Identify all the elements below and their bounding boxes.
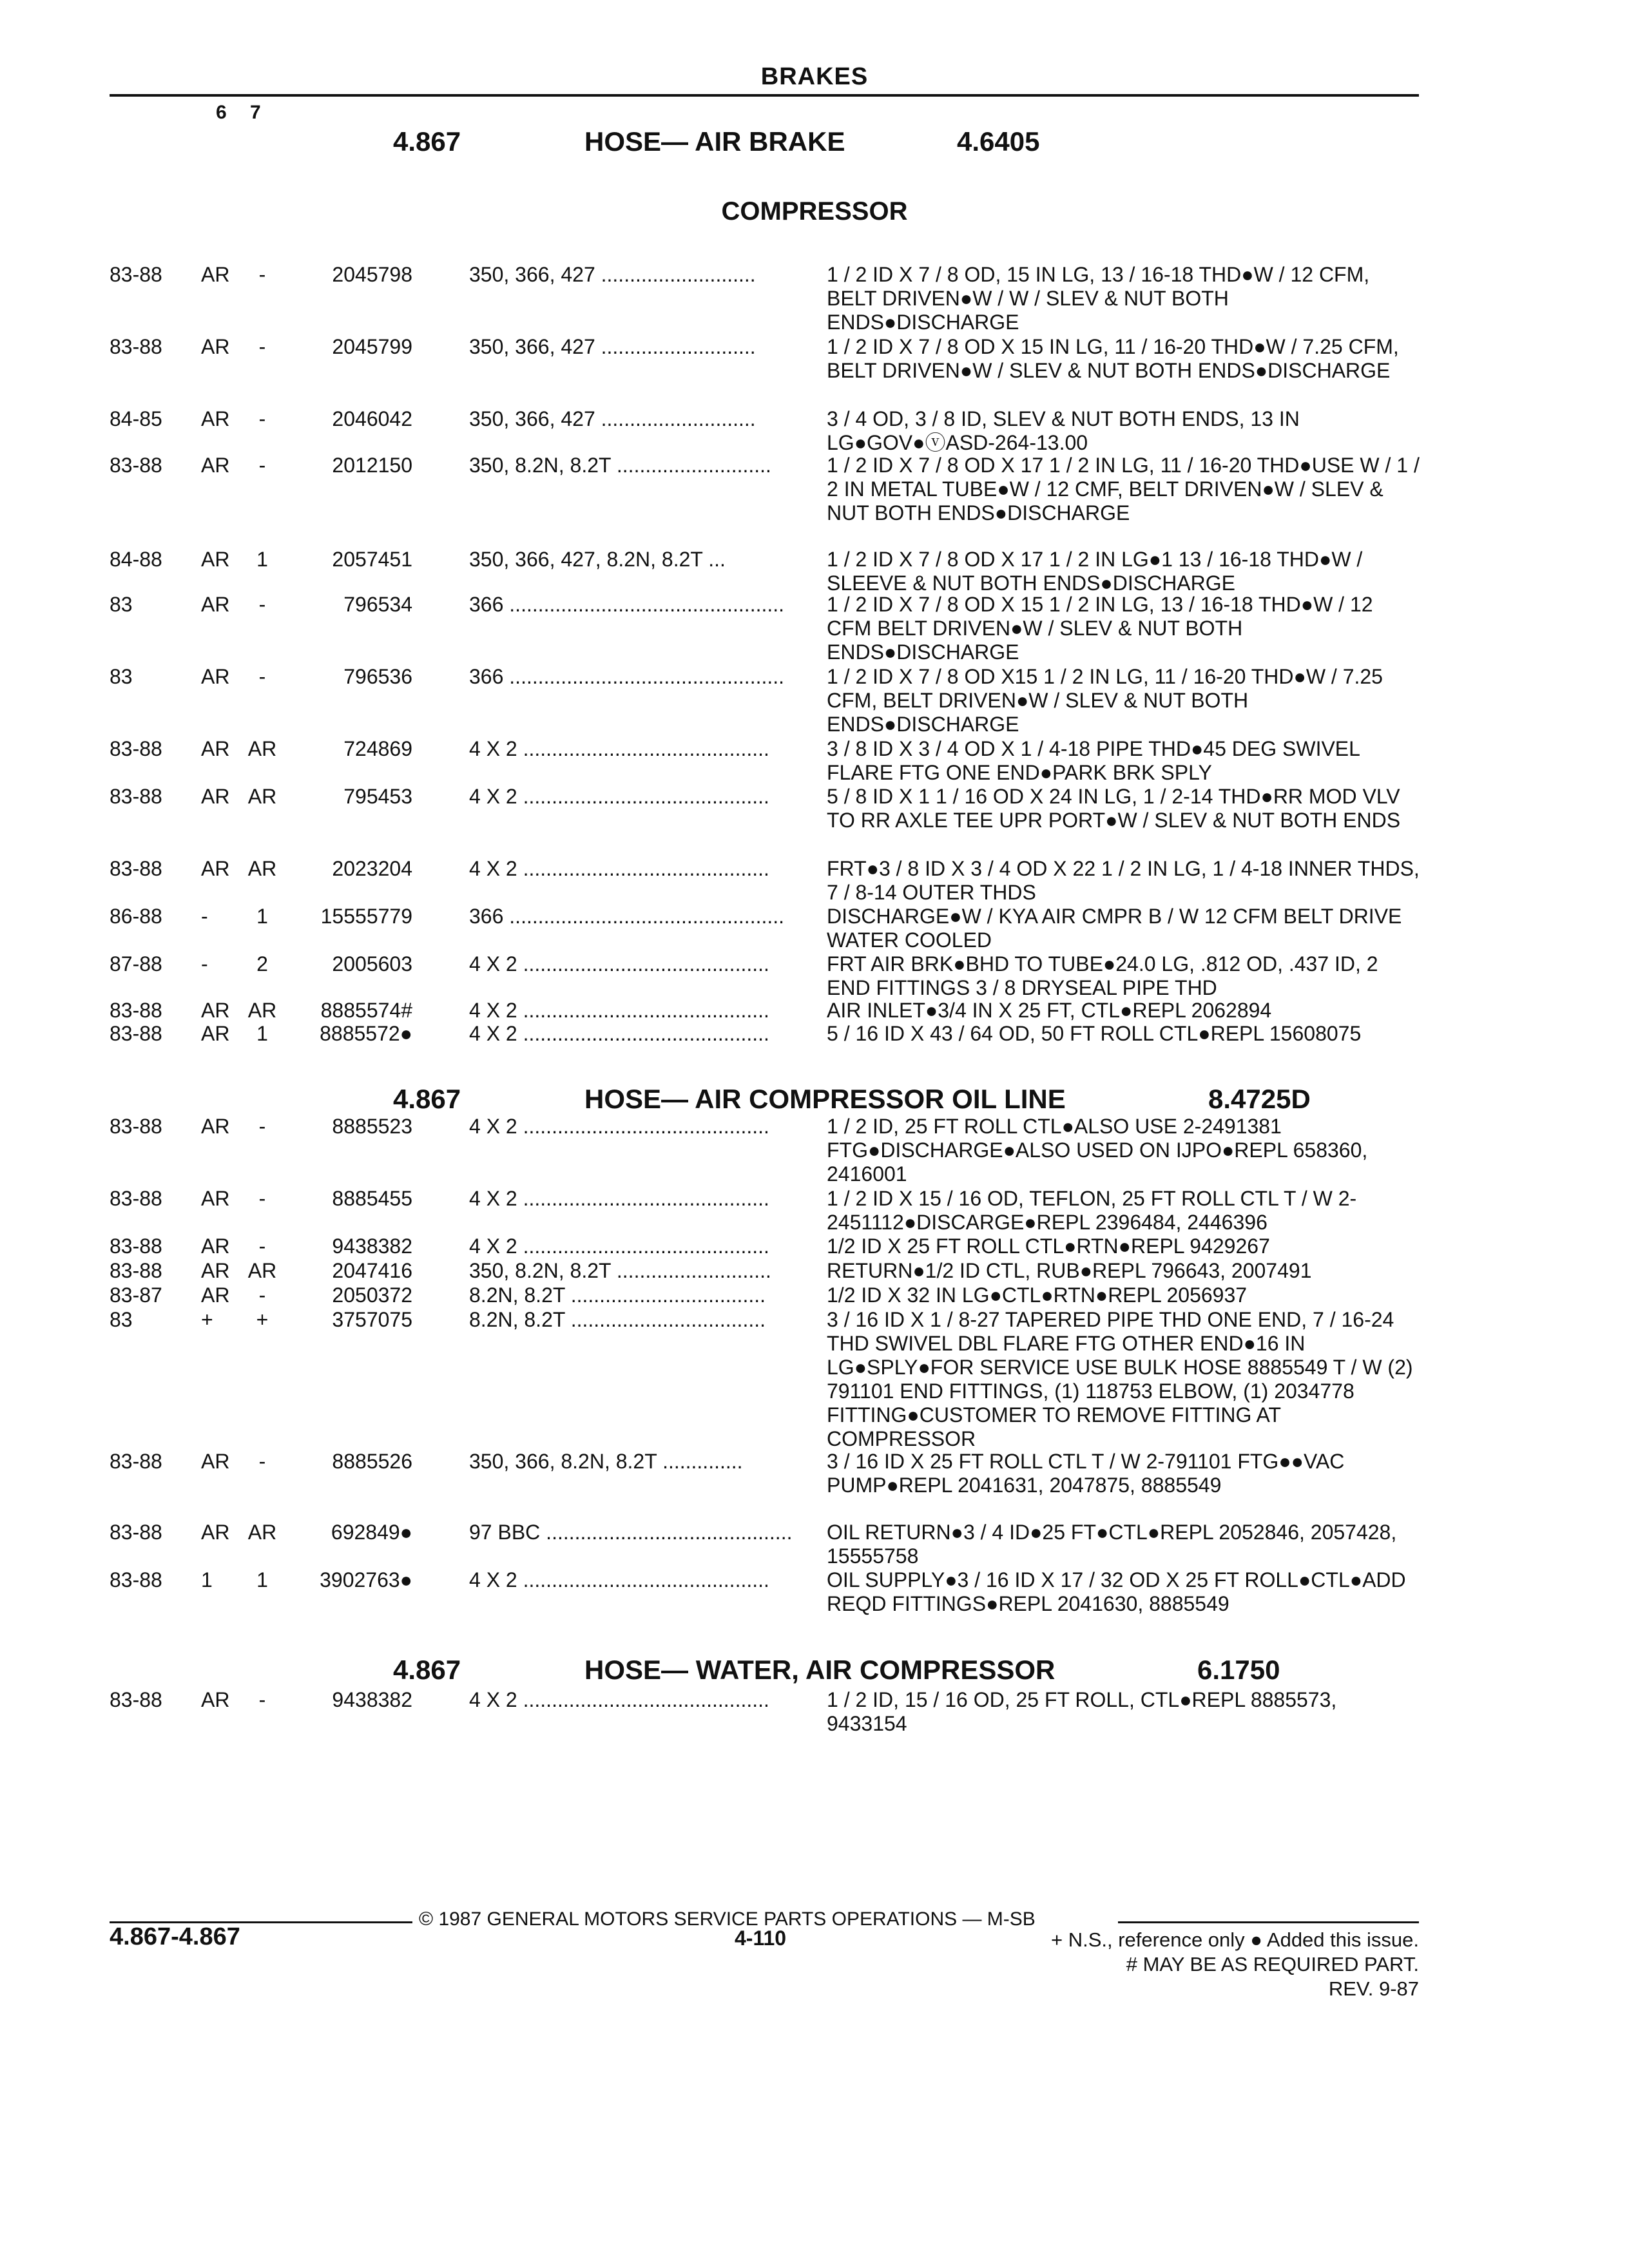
application: 4 X 2 ...........................................	[469, 1235, 769, 1258]
application: 366 ................................................	[469, 665, 785, 688]
year-range: 83-88	[110, 737, 162, 760]
part-number: 8885455	[332, 1187, 412, 1210]
description: 1 / 2 ID X 15 / 16 OD, TEFLON, 25 FT ROLL CTL T / W 2-2451112●DISCARGE●REPL 2396484, 2446396	[827, 1187, 1357, 1234]
description: FRT●3 / 8 ID X 3 / 4 OD X 22 1 / 2 IN LG, 1 / 4-18 INNER THDS, 7 / 8-14 OUTER THDS	[827, 857, 1420, 904]
application: 8.2N, 8.2T ..................................	[469, 1308, 766, 1331]
qty-col-6: +	[201, 1308, 213, 1331]
year-range: 83	[110, 665, 133, 688]
application: 4 X 2 ...........................................	[469, 1115, 769, 1138]
qty-col-6: AR	[201, 548, 230, 571]
part-number: 3757075	[332, 1308, 412, 1331]
part-number: 9438382	[332, 1688, 412, 1711]
qty-col-7: -	[258, 1235, 266, 1258]
part-number: 2045799	[332, 335, 412, 358]
footer-range: 4.867-4.867	[110, 1923, 240, 1950]
year-range: 83-88	[110, 1450, 162, 1473]
application: 350, 366, 8.2N, 8.2T ..............	[469, 1450, 743, 1473]
application: 97 BBC ...........................................	[469, 1521, 793, 1544]
part-number: 9438382	[332, 1235, 412, 1258]
part-number: 8885523	[332, 1115, 412, 1138]
qty-col-7: AR	[247, 785, 277, 808]
year-range: 83-87	[110, 1283, 162, 1307]
qty-col-7: 1	[256, 1022, 268, 1045]
qty-col-6: AR	[201, 737, 230, 760]
application: 350, 366, 427 ...........................	[469, 407, 756, 430]
description: 1 / 2 ID, 25 FT ROLL CTL●ALSO USE 2-2491381 FTG●DISCHARGE●ALSO USED ON IJPO●REPL 658360, 2416001	[827, 1115, 1368, 1186]
description: 1 / 2 ID X 7 / 8 OD X15 1 / 2 IN LG, 11 / 16-20 THD●W / 7.25 CFM, BELT DRIVEN●W / SLEV & NUT BOTH ENDS●DISCHARGE	[827, 665, 1383, 736]
qty-col-6: AR	[201, 407, 230, 430]
qty-col-7: -	[258, 593, 266, 616]
year-range: 87-88	[110, 952, 162, 975]
qty-col-6: AR	[201, 1283, 230, 1307]
description: 1/2 ID X 32 IN LG●CTL●RTN●REPL 2056937	[827, 1283, 1248, 1307]
qty-col-7: -	[258, 1450, 266, 1473]
description: 1 / 2 ID X 7 / 8 OD, 15 IN LG, 13 / 16-18 THD●W / 12 CFM, BELT DRIVEN●W / W / SLEV & NUT BOTH ENDS●DISCHARGE	[827, 263, 1370, 334]
footer-note-revision: REV. 9-87	[1328, 1977, 1419, 2000]
description: 3 / 4 OD, 3 / 8 ID, SLEV & NUT BOTH ENDS, 13 IN LG●GOV●ⓥASD-264-13.00	[827, 407, 1300, 454]
qty-col-7: AR	[247, 999, 277, 1022]
part-number: 724869	[343, 737, 412, 760]
part-number: 795453	[343, 785, 412, 808]
application: 4 X 2 ...........................................	[469, 857, 769, 880]
qty-col-7: AR	[247, 737, 277, 760]
qty-col-6: AR	[201, 665, 230, 688]
description: 3 / 8 ID X 3 / 4 OD X 1 / 4-18 PIPE THD●45 DEG SWIVEL FLARE FTG ONE END●PARK BRK SPLY	[827, 737, 1360, 784]
qty-col-7: -	[258, 1115, 266, 1138]
qty-col-7: 1	[256, 905, 268, 928]
year-range: 84-85	[110, 407, 162, 430]
footer-note-reference: + N.S., reference only ● Added this issue.	[1050, 1928, 1419, 1951]
description: FRT AIR BRK●BHD TO TUBE●24.0 LG, .812 OD, .437 ID, 2 END FITTINGS 3 / 8 DRYSEAL PIPE THD	[827, 952, 1378, 999]
application: 350, 8.2N, 8.2T ...........................	[469, 454, 771, 477]
year-range: 83-88	[110, 1568, 162, 1591]
year-range: 83	[110, 593, 133, 616]
group-ref: 4.867	[393, 126, 461, 157]
application: 4 X 2 ...........................................	[469, 1568, 769, 1591]
qty-col-7: -	[258, 1283, 266, 1307]
qty-col-7: -	[258, 665, 266, 688]
application: 350, 366, 427 ...........................	[469, 335, 756, 358]
application: 4 X 2 ...........................................	[469, 999, 769, 1022]
qty-col-6: AR	[201, 1688, 230, 1711]
title-rule	[110, 94, 1419, 97]
year-range: 83-88	[110, 454, 162, 477]
qty-col-7: AR	[247, 1259, 277, 1282]
application: 350, 8.2N, 8.2T ...........................	[469, 1259, 771, 1282]
page-title: BRAKES	[760, 63, 869, 90]
qty-col-7: 1	[256, 1568, 268, 1591]
qty-col-7: -	[258, 1187, 266, 1210]
qty-col-7: AR	[247, 1521, 277, 1544]
qty-col-6: AR	[201, 335, 230, 358]
part-number: 3902763●	[320, 1568, 412, 1591]
qty-col-6: -	[201, 952, 208, 975]
qty-col-6: AR	[201, 593, 230, 616]
year-range: 83-88	[110, 1259, 162, 1282]
description: 5 / 16 ID X 43 / 64 OD, 50 FT ROLL CTL●REPL 15608075	[827, 1022, 1362, 1045]
group-ref: 4.867	[393, 1655, 461, 1685]
part-number: 2005603	[332, 952, 412, 975]
group-name: HOSE— AIR COMPRESSOR OIL LINE	[584, 1084, 1066, 1114]
description: OIL SUPPLY●3 / 16 ID X 17 / 32 OD X 25 FT ROLL●CTL●ADD REQD FITTINGS●REPL 2041630, 8885549	[827, 1568, 1406, 1615]
application: 4 X 2 ...........................................	[469, 737, 769, 760]
year-range: 83-88	[110, 1688, 162, 1711]
qty-col-6: AR	[201, 1187, 230, 1210]
qty-col-6: AR	[201, 785, 230, 808]
description: 1/2 ID X 25 FT ROLL CTL●RTN●REPL 9429267	[827, 1235, 1270, 1258]
part-number: 8885572●	[320, 1022, 412, 1045]
qty-col-7: -	[258, 263, 266, 286]
description: 1 / 2 ID X 7 / 8 OD X 17 1 / 2 IN LG●1 13 / 16-18 THD●W / SLEEVE & NUT BOTH ENDS●DISCHARGE	[827, 548, 1363, 595]
year-range: 83-88	[110, 1235, 162, 1258]
application: 366 ................................................	[469, 905, 785, 928]
qty-col-7: AR	[247, 857, 277, 880]
application: 350, 366, 427 ...........................	[469, 263, 756, 286]
part-number: 2045798	[332, 263, 412, 286]
part-number: 2046042	[332, 407, 412, 430]
qty-col-6: AR	[201, 263, 230, 286]
part-number: 15555779	[320, 905, 412, 928]
description: 3 / 16 ID X 1 / 8-27 TAPERED PIPE THD ONE END, 7 / 16-24 THD SWIVEL DBL FLARE FTG OTHER END●16 IN LG●SPLY●FOR SERVICE USE BULK HOSE 8885549 T / W (2) 791101 END FITTINGS, (1) 118753 ELBOW, (1) 2034778 FITTING●CUSTOMER TO REMOVE FITTING AT COMPRESSOR	[827, 1308, 1413, 1450]
year-range: 83-88	[110, 1521, 162, 1544]
application: 4 X 2 ...........................................	[469, 1187, 769, 1210]
application: 4 X 2 ...........................................	[469, 1022, 769, 1045]
description: OIL RETURN●3 / 4 ID●25 FT●CTL●REPL 2052846, 2057428, 15555758	[827, 1521, 1397, 1568]
part-number: 8885526	[332, 1450, 412, 1473]
part-number: 2023204	[332, 857, 412, 880]
year-range: 83	[110, 1308, 133, 1331]
footer-page-number: 4-110	[735, 1927, 787, 1950]
qty-col-6: AR	[201, 1022, 230, 1045]
description: 1 / 2 ID X 7 / 8 OD X 15 1 / 2 IN LG, 13 / 16-18 THD●W / 12 CFM BELT DRIVEN●W / SLEV & NUT BOTH ENDS●DISCHARGE	[827, 593, 1373, 664]
group-ref: 4.867	[393, 1084, 461, 1114]
year-range: 83-88	[110, 1187, 162, 1210]
column-heads: 6 7	[216, 102, 261, 123]
qty-col-7: +	[256, 1308, 269, 1331]
application: 4 X 2 ...........................................	[469, 785, 769, 808]
qty-col-6: AR	[201, 1115, 230, 1138]
part-number: 2057451	[332, 548, 412, 571]
description: 1 / 2 ID, 15 / 16 OD, 25 FT ROLL, CTL●REPL 8885573, 9433154	[827, 1688, 1337, 1735]
qty-col-6: 1	[201, 1568, 213, 1591]
part-number: 2012150	[332, 454, 412, 477]
group-code: 4.6405	[957, 126, 1040, 157]
year-range: 86-88	[110, 905, 162, 928]
qty-col-6: -	[201, 905, 208, 928]
application: 8.2N, 8.2T ..................................	[469, 1283, 766, 1307]
group-name: HOSE— AIR BRAKE	[584, 126, 845, 157]
year-range: 83-88	[110, 1115, 162, 1138]
application: 4 X 2 ...........................................	[469, 952, 769, 975]
year-range: 83-88	[110, 999, 162, 1022]
footer-notes	[915, 1928, 1419, 2001]
qty-col-6: AR	[201, 1521, 230, 1544]
subheading-compressor: COMPRESSOR	[721, 197, 908, 226]
description: AIR INLET●3/4 IN X 25 FT, CTL●REPL 2062894	[827, 999, 1272, 1022]
qty-col-6: AR	[201, 857, 230, 880]
part-number: 796534	[343, 593, 412, 616]
part-number: 2047416	[332, 1259, 412, 1282]
qty-col-6: AR	[201, 1235, 230, 1258]
part-number: 692849●	[331, 1521, 412, 1544]
group-name: HOSE— WATER, AIR COMPRESSOR	[584, 1655, 1055, 1685]
year-range: 83-88	[110, 1022, 162, 1045]
description: 1 / 2 ID X 7 / 8 OD X 15 IN LG, 11 / 16-20 THD●W / 7.25 CFM, BELT DRIVEN●W / SLEV & NUT BOTH ENDS●DISCHARGE	[827, 335, 1399, 382]
qty-col-6: AR	[201, 1450, 230, 1473]
application: 366 ................................................	[469, 593, 785, 616]
qty-col-7: 2	[256, 952, 268, 975]
part-number: 8885574#	[320, 999, 412, 1022]
description: DISCHARGE●W / KYA AIR CMPR B / W 12 CFM BELT DRIVE WATER COOLED	[827, 905, 1402, 952]
qty-col-6: AR	[201, 999, 230, 1022]
description: RETURN●1/2 ID CTL, RUB●REPL 796643, 2007491	[827, 1259, 1312, 1282]
qty-col-7: -	[258, 407, 266, 430]
footer-rule-right	[1118, 1921, 1419, 1923]
group-code: 6.1750	[1197, 1655, 1280, 1685]
description: 1 / 2 ID X 7 / 8 OD X 17 1 / 2 IN LG, 11 / 16-20 THD●USE W / 1 / 2 IN METAL TUBE●W / 12 CMF, BELT DRIVEN●W / SLEV & NUT BOTH ENDS●DISCHARGE	[827, 454, 1420, 524]
group-heading-water	[0, 1655, 1629, 1684]
description: 5 / 8 ID X 1 1 / 16 OD X 24 IN LG, 1 / 2-14 THD●RR MOD VLV TO RR AXLE TEE UPR PORT●W / SLEV & NUT BOTH ENDS	[827, 785, 1401, 832]
qty-col-6: AR	[201, 1259, 230, 1282]
year-range: 84-88	[110, 548, 162, 571]
group-heading-oil-line	[0, 1084, 1629, 1113]
year-range: 83-88	[110, 785, 162, 808]
application: 4 X 2 ...........................................	[469, 1688, 769, 1711]
year-range: 83-88	[110, 263, 162, 286]
group-code: 8.4725D	[1208, 1084, 1311, 1114]
qty-col-7: -	[258, 454, 266, 477]
footer-note-as-required: # MAY BE AS REQUIRED PART.	[1126, 1953, 1419, 1975]
footer-copyright: © 1987 GENERAL MOTORS SERVICE PARTS OPERATIONS — M-SB	[419, 1908, 1036, 1930]
qty-col-7: 1	[256, 548, 268, 571]
qty-col-7: -	[258, 1688, 266, 1711]
qty-col-6: AR	[201, 454, 230, 477]
group-heading-air-brake	[0, 126, 1629, 156]
year-range: 83-88	[110, 857, 162, 880]
part-number: 2050372	[332, 1283, 412, 1307]
qty-col-7: -	[258, 335, 266, 358]
application: 350, 366, 427, 8.2N, 8.2T ...	[469, 548, 726, 571]
year-range: 83-88	[110, 335, 162, 358]
description: 3 / 16 ID X 25 FT ROLL CTL T / W 2-791101 FTG●●VAC PUMP●REPL 2041631, 2047875, 8885549	[827, 1450, 1345, 1497]
part-number: 796536	[343, 665, 412, 688]
